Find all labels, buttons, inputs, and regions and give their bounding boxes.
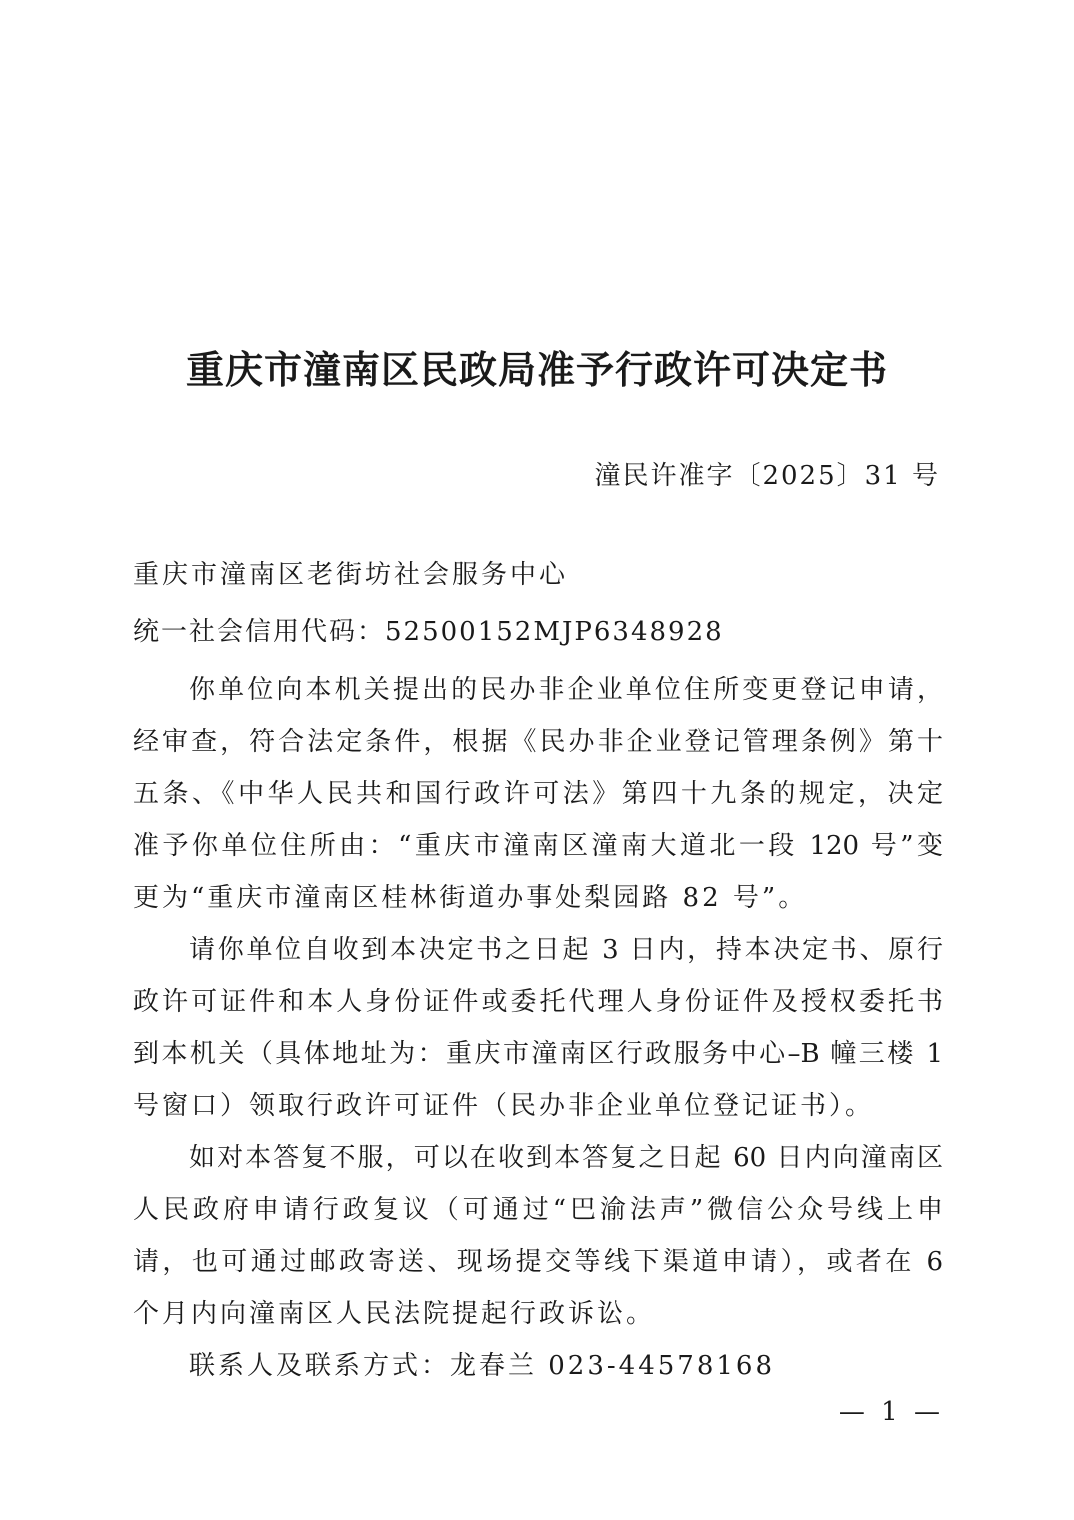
paragraph-line: 你单位向本机关提出的民办非企业单位住所变更登记申请， — [189, 675, 943, 705]
paragraph-line: 更为“重庆市潼南区桂林街道办事处梨园路 82 号”。 — [133, 883, 808, 913]
paragraph-2 — [133, 924, 943, 1132]
paragraph-1 — [133, 664, 943, 924]
paragraph-line: 政许可证件和本人身份证件或委托代理人身份证件及授权委托书 — [133, 987, 943, 1017]
paragraph-line: 人民政府申请行政复议（可通过“巴渝法声”微信公众号线上申 — [133, 1195, 943, 1225]
document-number: 潼民许准字〔2025〕31 号 — [594, 461, 940, 491]
paragraph-line: 请你单位自收到本决定书之日起 3 日内，持本决定书、原行 — [189, 935, 943, 965]
paragraph-line: 准予你单位住所由：“重庆市潼南区潼南大道北一段 120 号”变 — [133, 831, 943, 861]
paragraph-4 — [133, 1340, 943, 1392]
document-title: 重庆市潼南区民政局准予行政许可决定书 — [185, 347, 888, 392]
paragraph-line: 个月内向潼南区人民法院提起行政诉讼。 — [133, 1299, 656, 1329]
paragraph-3 — [133, 1132, 943, 1340]
paragraph-line: 经审查，符合法定条件，根据《民办非企业登记管理条例》第十 — [133, 727, 943, 757]
paragraph-line: 到本机关（具体地址为：重庆市潼南区行政服务中心–B 幢三楼 1 — [133, 1039, 943, 1069]
paragraph-line: 如对本答复不服，可以在收到本答复之日起 60 日内向潼南区 — [189, 1143, 943, 1173]
paragraph-line: 号窗口）领取行政许可证件（民办非企业单位登记证书）。 — [133, 1091, 875, 1121]
contact-line: 联系人及联系方式：龙春兰 023-44578168 — [189, 1351, 776, 1381]
paragraph-line: 五条、《中华人民共和国行政许可法》第四十九条的规定，决定 — [133, 779, 943, 809]
credit-code: 统一社会信用代码：52500152MJP6348928 — [133, 617, 724, 647]
recipient-name: 重庆市潼南区老街坊社会服务中心 — [133, 560, 569, 590]
paragraph-line: 请，也可通过邮政寄送、现场提交等线下渠道申请），或者在 6 — [133, 1247, 943, 1277]
document-body — [133, 664, 943, 1392]
page-number: — 1 — — [838, 1397, 944, 1427]
